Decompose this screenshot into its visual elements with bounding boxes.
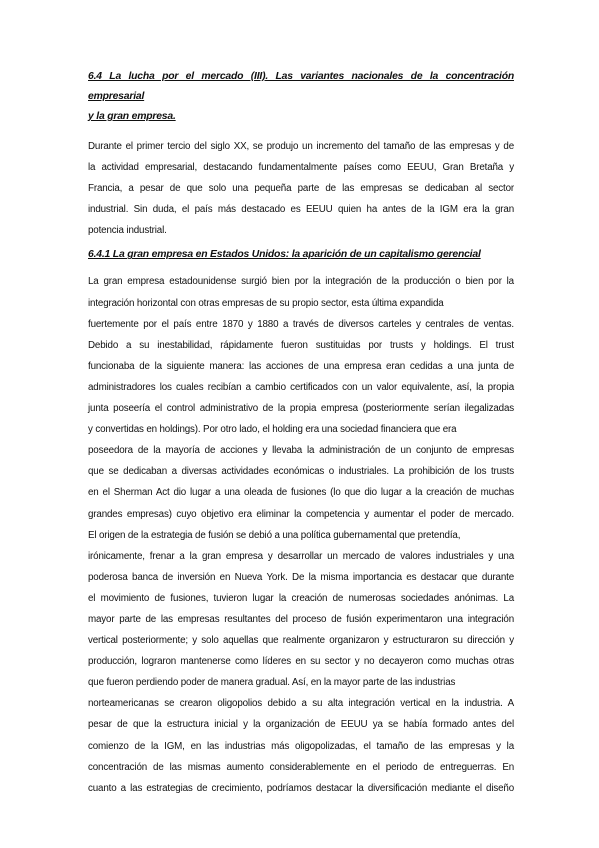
section-heading-line: 6.4 La lucha por el mercado (III). Las variantes nacionales de la concentración empresarial <box>88 71 514 102</box>
paragraph-line: El origen de la estrategia de fusión se debió a una política gubernamental que pretendía, <box>88 529 461 541</box>
paragraph-line: norteamericanas se crearon oligopolios debido a su alta integración vertical en la industria. A <box>88 698 514 710</box>
paragraph-line: el movimiento de fusiones, tuvieron lugar la creación de numerosas sociedades anónimas. La <box>88 592 514 604</box>
paragraph-line: poderosa banca de inversión en Nueva York. De la misma importancia es destacar que durante <box>88 571 514 583</box>
section-heading <box>88 67 514 127</box>
paragraph-line: que fueron perdiendo poder de manera gradual. Así, en la mayor parte de las industrias <box>88 677 456 689</box>
paragraph-line: irónicamente, frenar a la gran empresa y desarrollar un mercado de valores industriales y una <box>88 550 514 562</box>
subsection-heading-text: 6.4.1 La gran empresa en Estados Unidos: la aparición de un capitalismo gerencial <box>88 249 481 261</box>
paragraph-line: producción, lograron mantenerse como líderes en su sector y no decayeron como muchas otras <box>88 656 514 668</box>
paragraph-line: industrial. Sin duda, el país más destacado es EEUU quien ha antes de la IGM era la gran <box>88 204 514 216</box>
paragraph-line: en el Sherman Act dio lugar a una oleada de fusiones (lo que dio lugar a la creación de muchas <box>88 487 514 499</box>
intro-paragraph <box>88 136 514 241</box>
paragraph-line: administradores los cuales recibían a cambio certificados con un valor equivalente, así, la propia <box>88 381 514 393</box>
paragraph-line: pesar de que la estructura inicial y la organización de EEUU ya se había formado antes del <box>88 719 514 731</box>
section-heading-line: y la gran empresa. <box>88 111 176 122</box>
paragraph-line: cuanto a las estrategias de crecimiento, podríamos destacar la diversificación mediante el diseño <box>88 782 514 794</box>
document-content <box>88 66 514 799</box>
paragraph-line: concentración de las mismas aumento considerablemente en el periodo de entreguerras. En <box>88 761 514 773</box>
paragraph-line: comienzo de la IGM, en las industrias más oligopolizadas, el tamaño de las empresas y la <box>88 740 514 752</box>
paragraph-line: La gran empresa estadounidense surgió bien por la integración de la producción o bien por la <box>88 276 514 288</box>
paragraph-line: y convertidas en holdings). Por otro lado, el holding era una sociedad financiera que era <box>88 424 457 436</box>
paragraph-line: integración horizontal con otras empresas de su propio sector, esta última expandida <box>88 297 444 309</box>
paragraph-line: Francia, a pesar de que solo una pequeña parte de las empresas se dedicaban al sector <box>88 183 514 195</box>
paragraph-line: que se dedicaban a diversas actividades económicas o industriales. La prohibición de los trusts <box>88 466 514 478</box>
body-paragraph <box>88 271 514 798</box>
paragraph-line: funcionaba de la siguiente manera: las acciones de una empresa eran cedidas a una junta de <box>88 360 514 372</box>
paragraph-line: poseedora de la mayoría de acciones y llevaba la administración de un conjunto de empresas <box>88 445 514 457</box>
paragraph-line: Durante el primer tercio del siglo XX, se produjo un incremento del tamaño de las empresas y de <box>88 141 514 152</box>
paragraph-line: junta poseería el control administrativo de la propia empresa (posteriormente serían ilegalizadas <box>88 403 514 415</box>
paragraph-line: vertical posteriormente; y solo aquellas que realmente organizaron y estructuraron su dirección y <box>88 635 514 647</box>
paragraph-line: grandes empresas) cuyo objetivo era eliminar la competencia y aumentar el poder de mercado. <box>88 508 514 520</box>
paragraph-line: mayor parte de las empresas resultantes del proceso de fusión experimentaron una integración <box>88 613 514 625</box>
paragraph-line: fuertemente por el país entre 1870 y 1880 a través de diversos carteles y centrales de ventas. <box>88 318 514 330</box>
paragraph-line: la actividad empresarial, destacando fundamentalmente países como EEUU, Gran Bretaña y <box>88 162 514 174</box>
paragraph-line: potencia industrial. <box>88 225 167 237</box>
subsection-heading <box>88 245 514 265</box>
paragraph-line: Debido a su inestabilidad, rápidamente fueron sustituidas por trusts y holdings. El trust <box>88 339 514 351</box>
